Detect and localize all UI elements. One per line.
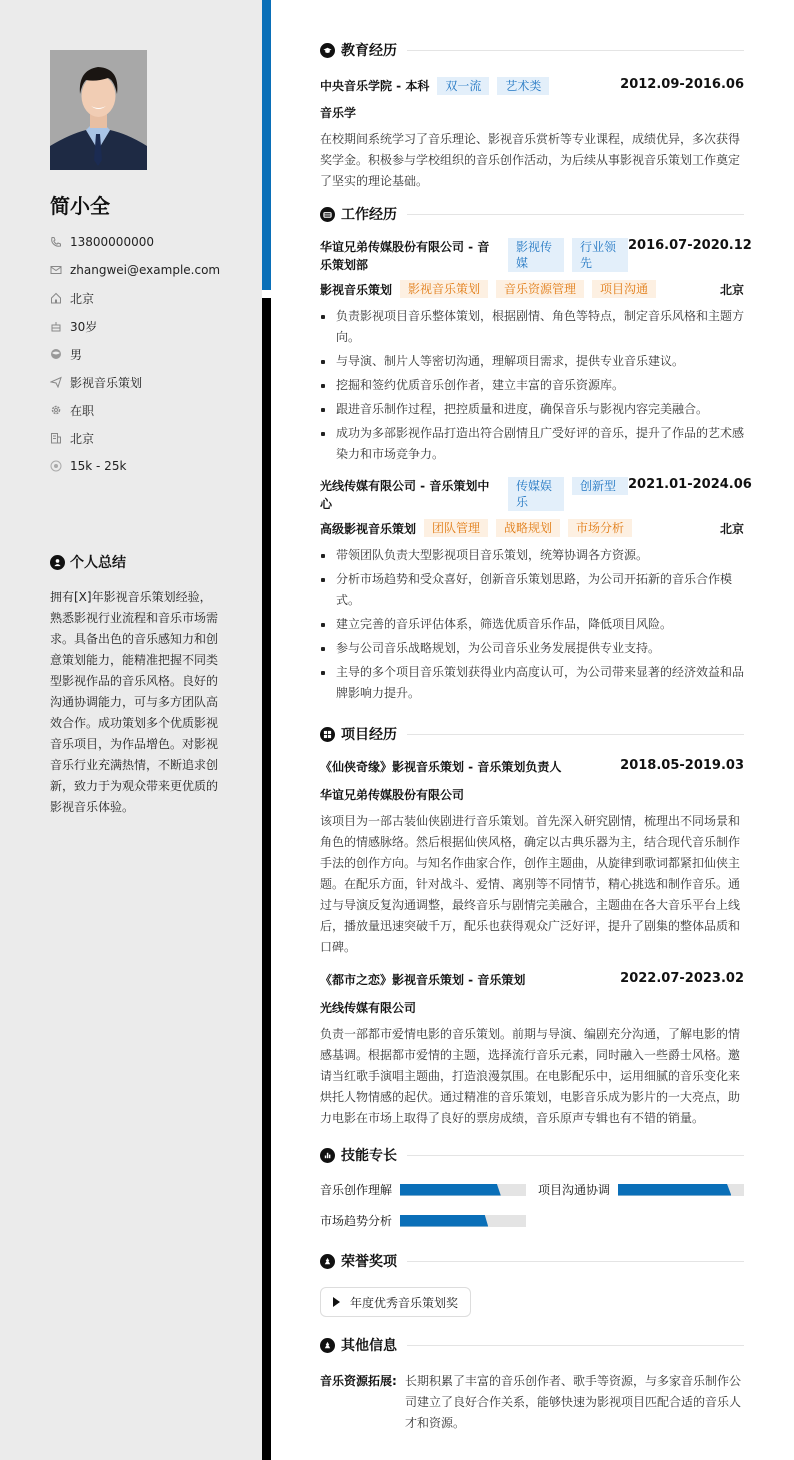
info-salary bbox=[50, 452, 220, 480]
info-icon bbox=[320, 1338, 335, 1353]
divider bbox=[407, 1261, 744, 1262]
skill-bar bbox=[400, 1184, 526, 1196]
job-bullets bbox=[320, 306, 744, 465]
skill-tag: 战略规划 bbox=[496, 519, 560, 537]
job-role: 高级影视音乐策划 bbox=[320, 521, 417, 536]
info-gender bbox=[50, 340, 220, 368]
education-desc: 在校期间系统学习了音乐理论、影视音乐赏析等专业课程，成绩优异，多次获得奖学金。积极参与学校组织的音乐创作活动，为后续从事影视音乐策划工作奠定了坚实的理论基础。 bbox=[320, 132, 741, 188]
divider bbox=[407, 734, 744, 735]
project-desc: 该项目为一部古装仙侠剧进行音乐策划。首先深入研究剧情，梳理出不同场景和角色的情感脉络。然后根据仙侠风格，确定以古典乐器为主，结合现代音乐制作手法的创作方向。与知名作曲家合作，创作主题曲，从旋律到歌词都紧扣仙侠主题。在配乐方面，针对战斗、爱情、离别等不同情节，精心挑选和制作音乐。通过与导演反复沟通调整，最终音乐与剧情完美融合，主题曲在各大音乐平台上线后，播放量迅速突破千万，配乐也获得观众广泛好评，提升了剧集的整体品质和口碑。 bbox=[320, 814, 741, 954]
skill-tag: 音乐资源管理 bbox=[496, 280, 584, 298]
info-city bbox=[50, 284, 220, 312]
skill-name: 项目沟通协调 bbox=[538, 1183, 611, 1197]
award-item[interactable] bbox=[320, 1287, 471, 1317]
phone-icon bbox=[50, 236, 62, 248]
bar-chart-icon bbox=[320, 1148, 335, 1163]
job-role-row bbox=[320, 280, 744, 298]
cake-icon bbox=[50, 320, 62, 332]
project-company: 华谊兄弟传媒股份有限公司 bbox=[320, 788, 465, 802]
paper-plane-icon bbox=[50, 376, 62, 388]
job-header bbox=[320, 477, 752, 513]
skill-item bbox=[320, 1212, 526, 1229]
gender-icon bbox=[50, 348, 62, 360]
project-company: 光线传媒有限公司 bbox=[320, 1001, 417, 1015]
job-bullet: 挖掘和签约优质音乐创作者，建立丰富的音乐资源库。 bbox=[320, 375, 744, 396]
education-tag: 艺术类 bbox=[497, 77, 549, 95]
company-tag: 行业领先 bbox=[572, 238, 628, 272]
grid-icon bbox=[320, 727, 335, 742]
job-bullet: 负责影视项目音乐整体策划，根据剧情、角色等特点，制定音乐风格和主题方向。 bbox=[320, 306, 744, 348]
job-date: 2021.01-2024.06 bbox=[628, 477, 752, 492]
gear-icon bbox=[50, 404, 62, 416]
company-name: 华谊兄弟传媒股份有限公司 - 音乐策划部 bbox=[320, 240, 490, 272]
info-email bbox=[50, 256, 220, 284]
skill-bar bbox=[400, 1215, 526, 1227]
job-location: 北京 bbox=[719, 282, 744, 297]
company-tag: 影视传媒 bbox=[508, 238, 564, 272]
job-bullets bbox=[320, 545, 744, 704]
projects-heading bbox=[320, 722, 744, 746]
job-role-row bbox=[320, 519, 744, 537]
info-position bbox=[50, 368, 220, 396]
skills-heading bbox=[320, 1143, 744, 1167]
work-city-text: 北京 bbox=[70, 431, 95, 446]
email-text: zhangwei@example.com bbox=[70, 263, 221, 277]
avatar-photo bbox=[50, 50, 147, 170]
summary-heading bbox=[50, 552, 126, 572]
status-text: 在职 bbox=[70, 403, 95, 418]
work-heading bbox=[320, 202, 744, 226]
job-bullet: 主导的多个项目音乐策划获得业内高度认可，为公司带来显著的经济效益和品牌影响力提升。 bbox=[320, 662, 744, 704]
candidate-name: 简小全 bbox=[50, 194, 110, 218]
job-bullet: 建立完善的音乐评估体系，筛选优质音乐作品，降低项目风险。 bbox=[320, 614, 744, 635]
skill-bar-fill bbox=[618, 1184, 731, 1196]
company-tag: 创新型 bbox=[572, 477, 628, 495]
skill-item bbox=[538, 1181, 756, 1198]
project-entry bbox=[320, 758, 744, 958]
summary-text: 拥有[X]年影视音乐策划经验，熟悉影视行业流程和音乐市场需求。具备出色的音乐感知力和创意策划能力，能精准把握不同类型影视作品的音乐风格。良好的沟通协调能力，可与多方团队高效合作。成功策划多个优质影视音乐项目，为作品增色。对影视音乐行业充满热情，不断追求创新，致力于为观众带来更优质的影视音乐体验。 bbox=[50, 590, 219, 814]
project-header bbox=[320, 971, 744, 988]
awards-heading bbox=[320, 1249, 744, 1273]
divider bbox=[407, 1155, 744, 1156]
award-icon bbox=[320, 1254, 335, 1269]
work-title: 工作经历 bbox=[341, 207, 397, 223]
position-text: 影视音乐策划 bbox=[70, 375, 143, 390]
awards-list bbox=[320, 1287, 744, 1317]
info-work-city bbox=[50, 424, 220, 452]
project-name: 《仙侠奇缘》影视音乐策划 - 音乐策划负责人 bbox=[320, 760, 562, 774]
info-age bbox=[50, 312, 220, 340]
skill-bar-fill bbox=[400, 1215, 488, 1227]
company-tag: 传媒娱乐 bbox=[508, 477, 564, 511]
project-date: 2018.05-2019.03 bbox=[620, 758, 744, 773]
job-date: 2016.07-2020.12 bbox=[628, 238, 752, 253]
summary-title: 个人总结 bbox=[70, 555, 126, 571]
project-date: 2022.07-2023.02 bbox=[620, 971, 744, 986]
skills-grid bbox=[320, 1181, 744, 1229]
skill-tag: 团队管理 bbox=[424, 519, 488, 537]
user-icon bbox=[50, 555, 65, 570]
gender-text: 男 bbox=[70, 347, 83, 362]
award-label: 年度优秀音乐策划奖 bbox=[350, 1295, 459, 1310]
education-title: 教育经历 bbox=[341, 43, 397, 59]
other-item bbox=[320, 1371, 744, 1434]
graduation-cap-icon bbox=[320, 43, 335, 58]
divider bbox=[407, 50, 744, 51]
job-bullet: 成功为多部影视作品打造出符合剧情且广受好评的音乐，提升了作品的艺术感染力和市场竞争力。 bbox=[320, 423, 744, 465]
info-status bbox=[50, 396, 220, 424]
city-text: 北京 bbox=[70, 291, 95, 306]
education-major: 音乐学 bbox=[320, 106, 357, 120]
salary-icon bbox=[50, 460, 62, 472]
home-icon bbox=[50, 292, 62, 304]
briefcase-icon bbox=[320, 207, 335, 222]
job-role: 影视音乐策划 bbox=[320, 282, 393, 297]
age-text: 30岁 bbox=[70, 319, 98, 334]
job-bullet: 跟进音乐制作过程，把控质量和进度，确保音乐与影视内容完美融合。 bbox=[320, 399, 744, 420]
education-heading bbox=[320, 38, 744, 62]
divider bbox=[407, 214, 744, 215]
job-bullet: 与导演、制片人等密切沟通，理解项目需求，提供专业音乐建议。 bbox=[320, 351, 744, 372]
skills-title: 技能专长 bbox=[341, 1148, 397, 1164]
divider bbox=[407, 1345, 744, 1346]
projects-title: 项目经历 bbox=[341, 727, 397, 743]
phone-text: 13800000000 bbox=[70, 235, 154, 249]
skill-bar-fill bbox=[400, 1184, 501, 1196]
skill-name: 市场趋势分析 bbox=[320, 1214, 393, 1228]
skill-bar bbox=[618, 1184, 744, 1196]
job-header bbox=[320, 238, 752, 274]
skill-item bbox=[320, 1181, 526, 1198]
other-title: 其他信息 bbox=[341, 1338, 397, 1354]
other-heading bbox=[320, 1333, 744, 1357]
building-icon bbox=[50, 432, 62, 444]
skill-tag: 影视音乐策划 bbox=[400, 280, 488, 298]
job-bullet: 带领团队负责大型影视项目音乐策划，统筹协调各方资源。 bbox=[320, 545, 744, 566]
skill-name: 音乐创作理解 bbox=[320, 1183, 393, 1197]
job-bullet: 参与公司音乐战略规划，为公司音乐业务发展提供专业支持。 bbox=[320, 638, 744, 659]
job-bullet: 分析市场趋势和受众喜好，创新音乐策划思路，为公司开拓新的音乐合作模式。 bbox=[320, 569, 744, 611]
education-tag: 双一流 bbox=[437, 77, 489, 95]
project-desc: 负责一部都市爱情电影的音乐策划。前期与导演、编剧充分沟通，了解电影的情感基调。根据都市爱情的主题，选择流行音乐元素，同时融入一些爵士风格。邀请当红歌手演唱主题曲，打造浪漫氛围。在电影配乐中，运用细腻的音乐变化来烘托人物情感的起伏。通过精准的音乐策划，电影音乐成为影片的一大亮点，助力电影在市场上取得了良好的票房成绩，音乐原声专辑也有不错的销量。 bbox=[320, 1027, 741, 1125]
mail-icon bbox=[50, 264, 62, 276]
other-value: 长期积累了丰富的音乐创作者、歌手等资源，与多家音乐制作公司建立了良好合作关系，能够快速为影视项目匹配合适的音乐人才和资源。 bbox=[405, 1374, 742, 1430]
project-header bbox=[320, 758, 744, 775]
main-content bbox=[320, 38, 752, 1434]
job-location: 北京 bbox=[719, 521, 744, 536]
accent-bar-black bbox=[262, 298, 271, 1460]
education-date: 2012.09-2016.06 bbox=[620, 77, 744, 92]
project-name: 《都市之恋》影视音乐策划 - 音乐策划 bbox=[320, 973, 526, 987]
job-entry bbox=[320, 238, 752, 465]
project-entry bbox=[320, 971, 744, 1129]
accent-bar-blue bbox=[262, 0, 271, 290]
education-row bbox=[320, 77, 744, 95]
skill-tag: 项目沟通 bbox=[592, 280, 656, 298]
skill-tag: 市场分析 bbox=[568, 519, 632, 537]
awards-title: 荣誉奖项 bbox=[341, 1254, 397, 1270]
other-key: 音乐资源拓展: bbox=[320, 1374, 397, 1388]
job-entry bbox=[320, 477, 752, 704]
info-phone bbox=[50, 228, 220, 256]
contact-info-list bbox=[50, 228, 220, 480]
play-triangle-icon bbox=[333, 1297, 340, 1307]
salary-text: 15k - 25k bbox=[70, 459, 127, 473]
school-name: 中央音乐学院 - 本科 bbox=[320, 79, 430, 93]
company-name: 光线传媒有限公司 - 音乐策划中心 bbox=[320, 479, 490, 511]
